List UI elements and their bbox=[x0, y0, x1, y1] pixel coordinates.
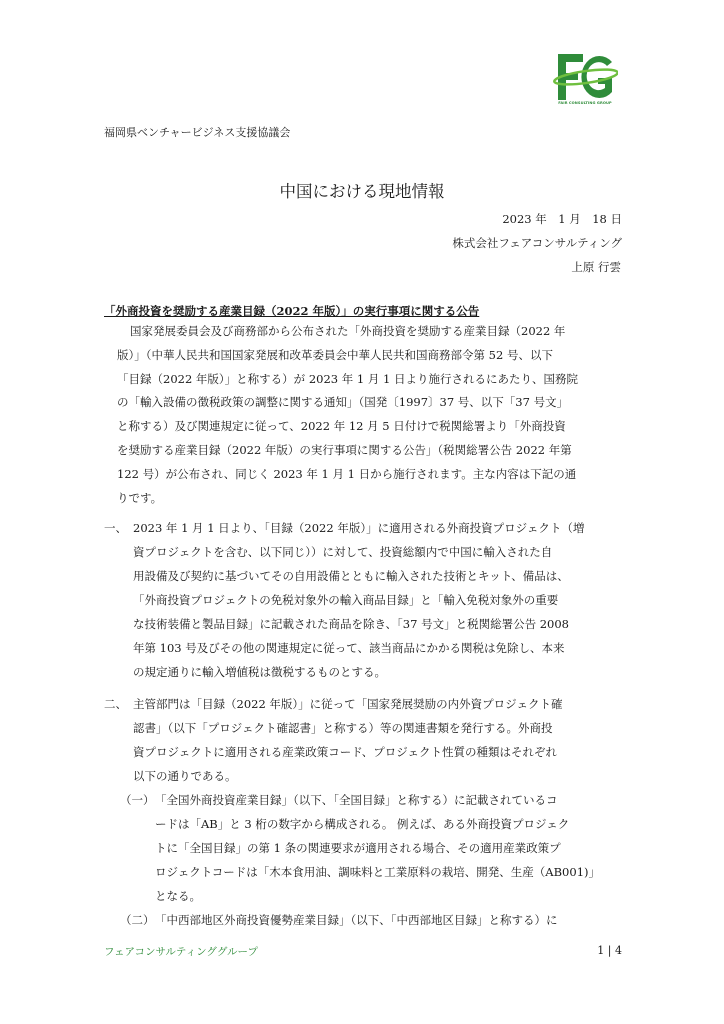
list-item-line: 用設備及び契約に基づいてその自用設備とともに輸入された技術とキット、備品は、 bbox=[133, 569, 569, 583]
sub-item-marker: （一） bbox=[120, 793, 155, 807]
paragraph-line: を奨励する産業目録（2022 年版）の実行事項に関する公告」（税関総署公告 2022 年第 bbox=[117, 443, 572, 457]
paragraph-line: 版）」（中華人民共和国国家発展和改革委員会中華人民共和国商務部令第 52 号、以下 bbox=[117, 348, 553, 362]
paragraph-line: りです。 bbox=[117, 491, 163, 505]
paragraph-line: 「目録（2022 年版）」と称する）が 2023 年 1 月 1 日より施行されるにあたり、国務院 bbox=[117, 372, 579, 386]
section-heading: 「外商投資を奨励する産業目録（2022 年版）」の実行事項に関する公告 bbox=[104, 304, 480, 318]
document-date: 2023 年 1 月 18 日 bbox=[502, 212, 622, 226]
paragraph-line: 国家発展委員会及び商務部から公布された「外商投資を奨励する産業目録（2022 年 bbox=[130, 324, 566, 338]
sub-item-line: ードは「AB」と 3 桁の数字から構成される。 例えば、ある外商投資プロジェク bbox=[155, 817, 570, 831]
sub-item-line: となる。 bbox=[155, 889, 201, 903]
paragraph-line: 122 号）が公布され、同じく 2023 年 1 月 1 日から施行されます。主な内容は下記の通 bbox=[117, 467, 577, 481]
list-item-line: 以下の通りである。 bbox=[133, 769, 237, 783]
organization-name: 福岡県ベンチャービジネス支援協議会 bbox=[104, 126, 291, 139]
list-item-line: の規定通りに輸入増値税は徴税するものとする。 bbox=[133, 665, 386, 679]
list-item-line: 資プロジェクトに適用される産業政策コード、プロジェクト性質の種類はそれぞれ bbox=[133, 745, 558, 759]
list-item-line: 資プロジェクトを含む、以下同じ））に対して、投資総額内で中国に輸入された自 bbox=[133, 545, 553, 559]
logo-company-name: FAIR CONSULTING GROUP bbox=[558, 101, 612, 105]
sub-item-line: 「中西部地区外商投資優勢産業目録」（以下、「中西部地区目録」と称する）に bbox=[155, 913, 558, 927]
list-item-line: な技術装備と製品目録」に記載された商品を除き、「37 号文」と税関総署公告 2008 bbox=[133, 617, 569, 631]
sub-item-marker: （二） bbox=[120, 913, 155, 927]
document-title: 中国における現地情報 bbox=[279, 182, 445, 201]
paragraph-line: と称する）及び関連規定に従って、2022 年 12 月 5 日付けで税関総署より「外商投資 bbox=[117, 419, 566, 433]
sub-item-line: トに「全国目録」の第 1 条の関連要求が適用される場合、その適用産業政策プ bbox=[155, 841, 561, 855]
list-item-line: 2023 年 1 月 1 日より、「目録（2022 年版）」に適用される外商投資プロジェクト（増 bbox=[133, 521, 585, 535]
list-item-line: 「外商投資プロジェクトの免税対象外の輸入商品目録」と「輸入免税対象外の重要 bbox=[133, 593, 559, 607]
list-item-line: 認書」（以下「プロジェクト確認書」と称する）等の関連書類を発行する。外商投 bbox=[133, 721, 553, 735]
author-company: 株式会社フェアコンサルティング bbox=[452, 236, 622, 250]
paragraph-line: の「輸入設備の徴税政策の調整に関する通知」（国発〔1997〕37 号、以下「37 号文」 bbox=[117, 395, 569, 409]
page-number: 1 | 4 bbox=[597, 944, 622, 957]
author-name: 上原 行雲 bbox=[571, 260, 621, 274]
company-logo bbox=[552, 52, 618, 102]
sub-item-line: 「全国外商投資産業目録」（以下、「全国目録」と称する）に記載されているコ bbox=[155, 793, 558, 807]
list-item-line: 年第 103 号及びその他の関連規定に従って、該当商品にかかる関税は免除し、本来 bbox=[133, 641, 565, 655]
list-marker: 一、 bbox=[104, 521, 127, 535]
list-marker: 二、 bbox=[104, 697, 127, 711]
sub-item-line: ロジェクトコードは「木本食用油、調味料と工業原料の栽培、開発、生産（AB001)」 bbox=[155, 865, 600, 879]
footer-brand: フェアコンサルティンググループ bbox=[104, 946, 259, 958]
list-item-line: 主管部門は「目録（2022 年版）」に従って「国家発展奨励の内外資プロジェクト確 bbox=[133, 697, 563, 711]
